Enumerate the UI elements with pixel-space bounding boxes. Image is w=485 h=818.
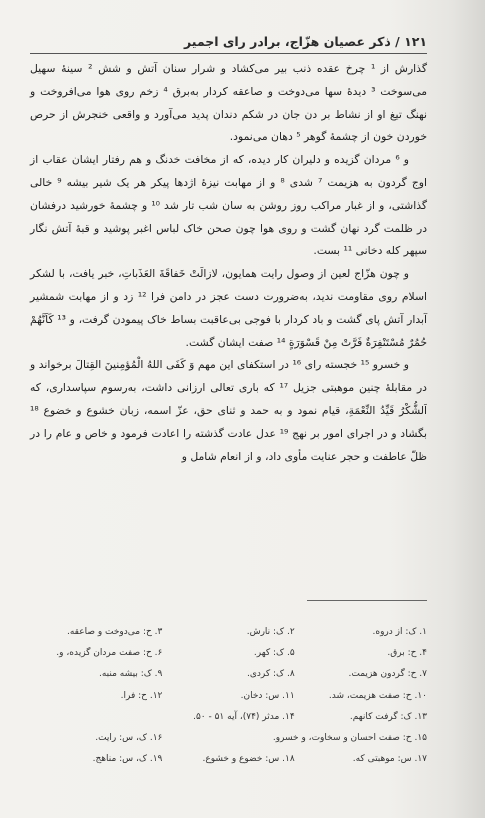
footnote-row — [30, 622, 427, 643]
footnote: ۵. ک: کهر. — [253, 648, 295, 659]
footnote: ۱۱. س: دخان. — [240, 690, 295, 701]
paragraph-3: و چون هزّاج لعین از وصول رایت همایون، لازالَتْ خَفاقَةَ العَذَباتِ، خبر یافت، با لشکر اسلام روی مقاومت ندید، به‌ضرورت دست عجز در دامن فرا ¹² زد و از مهابت شمشیر آبدار آتش پای گشت و باد کردار با فوجی بی‌عاقبت بساط خاک پیمودن گرفت، و ¹³ کَاَنَّهُمْ حُمُرٌ مُسْتَنْفِرَةٌ فَرَّتْ مِنْ قَسْوَرَةٍ ¹⁴ صفت ایشان گشت. — [30, 267, 428, 349]
paragraph-2: و ⁶ مردان گزیده و دلیران کار دیده، که از مخافت خدنگ و هم رفتار ایشان عقاب از اوج گردون به هزیمت ⁷ شدی ⁸ و از مهابت نیزهٔ اژدها پیکر هر یک شیر بیشه ⁹ خالی گذاشتی، و از غبار مراکب روز روشن به سان شب تار شد ¹⁰ و چشمهٔ خورشید درفشان در ظلمت گرد نهان گشت و روی هوا چون صحن خاک لباس اغبر پوشید و قبهٔ آتش نگار سپهر کله دخانی ¹¹ بست. — [30, 153, 427, 258]
footnote: ۱۳. ک: گرفت کانهم. — [349, 711, 427, 722]
footnote-row — [30, 728, 427, 749]
footnote — [30, 707, 162, 728]
header-rule — [30, 53, 427, 54]
footnote: ۷. ح: گردون هزیمت. — [348, 669, 427, 680]
footnote: ۶. ح: صفت مردان گزیده، و. — [56, 648, 163, 659]
footnote: ۱۶. ک، س: رایت. — [95, 732, 163, 743]
footnote: ۱۰. ح: صفت هزیمت، شد. — [328, 690, 427, 701]
footnote-row — [30, 707, 427, 728]
footnote: ۱۲. ح: فرا. — [120, 690, 163, 701]
footnote-separator — [307, 600, 427, 601]
footnote: ۱. ک: از دروه. — [372, 627, 427, 637]
footnote: ۱۷. س: موهبتی که. — [352, 754, 427, 765]
running-head: ۱۲۱ / ذکر عصیان هزّاج، برادر رای اجمیر — [183, 34, 427, 49]
footnote: ۱۸. س: خضوع و خشوع. — [202, 754, 295, 765]
paragraph-4: و خسرو ¹⁵ خجسته رای ¹⁶ در استکفای این مهم وَ کَفَی اللهُ الْمُؤمِنینَ القِتالَ برخواند و در مقابلهٔ چنین موهبتی جزیل ¹⁷ که باری تعالی ارزانی داشت، به‌رسوم سپاسداری، که اَلشُّکْرُ قَیِّدُ النِّعْمَةِ، قیام نمود و به حمد و ثنای حق، عزّ اسمه، زبان خشوع و خضوع ¹⁸ بگشاد و در اجرای امور بر نهج ¹⁹ عدل عادت گذشته را اعادت فرمود و خاص و عام را در ظلّ عاطفت و حجر عنایت مأوی داد، و از انعام شامل و — [30, 358, 428, 463]
footnote: ۲. ک: نارش. — [246, 627, 295, 637]
footnote: ۹. ک: بیشه منبه. — [98, 669, 163, 680]
paragraph-1: گذارش از ¹ چرخ عقده ذنب بیر می‌کشاد و شرار سنان آتش و شش ² سینهٔ سهیل می‌سوخت ³ دیدهٔ سها می‌دوخت و صاعقه کردار به‌برق ⁴ زخم روی هوا می‌افروخت و نهنگ تیغ او از نشاط بر دن جان در شکم دندان پدید می‌آورد و واقعی خنجرش از حرص خوردن خون از چشمهٔ گوهر ⁵ دهان می‌نمود. — [30, 62, 427, 144]
footnote-row — [30, 643, 427, 664]
footnote-row — [30, 664, 427, 685]
footnote — [162, 728, 294, 749]
footnote: ۴. ح: برق. — [387, 648, 427, 659]
main-text — [30, 58, 427, 468]
footnote: ۱۴. مدثر (۷۴)، آیه ۵۱ - ۵۰. — [193, 711, 295, 722]
footnote: ۳. ح: می‌دوخت و صاعقه. — [66, 627, 163, 637]
footnote: ۱۵. ح: صفت احسان و سخاوت، و خسرو. — [272, 732, 427, 743]
footnote-row — [30, 749, 427, 770]
footnote-row — [30, 686, 427, 707]
footnote: ۱۹. ک، س: مناهج. — [92, 754, 163, 765]
footnote: ۸. ک: کردی. — [247, 669, 295, 680]
footnotes — [30, 622, 427, 770]
